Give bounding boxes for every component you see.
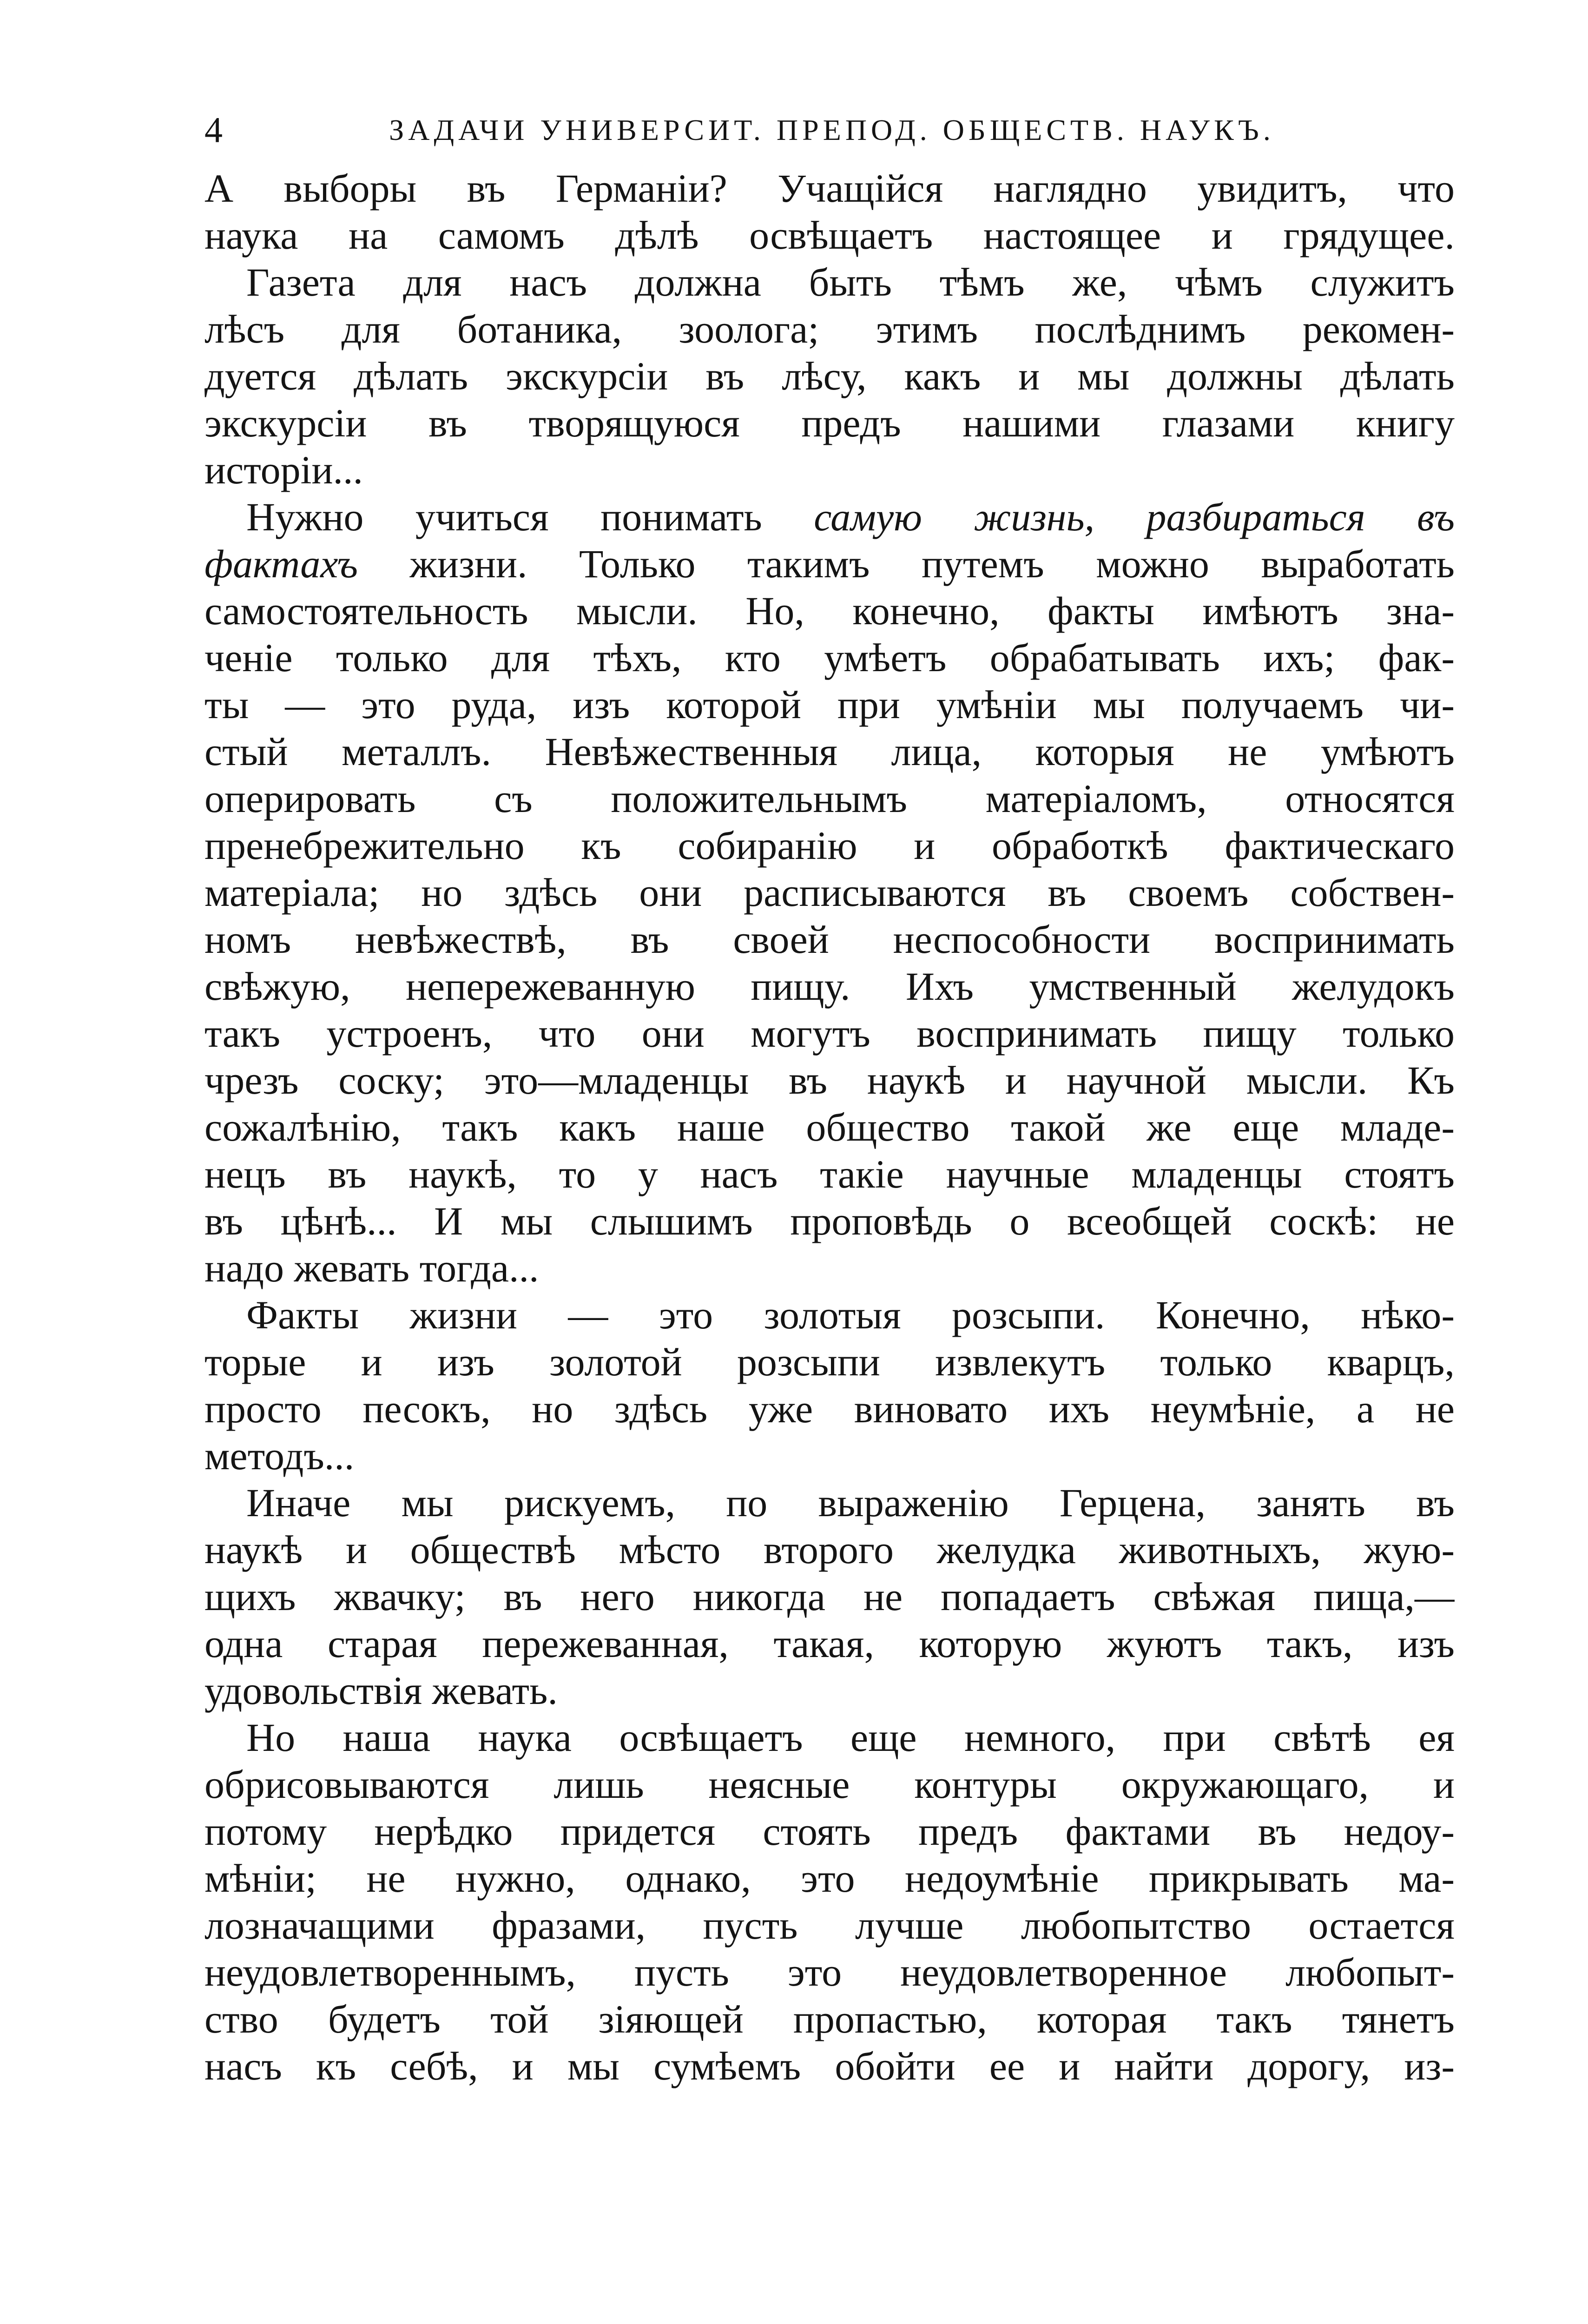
text-line: А выборы въ Германіи? Учащійся наглядно увидитъ, что <box>204 166 1455 211</box>
text-line: свѣжую, непережеванную пищу. Ихъ умственный желудокъ <box>204 964 1455 1009</box>
text-line: ство будетъ той зіяющей пропастью, которая такъ тянетъ <box>204 1997 1455 2041</box>
running-title: ЗАДАЧИ УНИВЕРСИТ. ПРЕПОД. ОБЩЕСТВ. НАУКЪ. <box>389 113 1275 146</box>
text-span: жизни. Только такимъ путемъ можно выработать <box>357 541 1455 586</box>
text-line: Иначе мы рискуемъ, по выраженію Герцена, занять въ <box>246 1480 1455 1525</box>
text-line: одна старая пережеванная, такая, которую жуютъ такъ, изъ <box>204 1621 1455 1666</box>
text-line: наукѣ и обществѣ мѣсто второго желудка животныхъ, жую- <box>204 1527 1455 1572</box>
page-header <box>204 109 1459 151</box>
text-line: нецъ въ наукѣ, то у насъ такіе научные младенцы стоятъ <box>204 1152 1455 1196</box>
text-line: номъ невѣжествѣ, въ своей неспособности воспринимать <box>204 917 1455 962</box>
page-number: 4 <box>204 110 223 150</box>
text-line <box>204 541 1455 588</box>
text-line: въ цѣнѣ... И мы слышимъ проповѣдь о всеобщей соскѣ: не <box>204 1199 1455 1243</box>
text-line: потому нерѣдко придется стоять предъ фактами въ недоу- <box>204 1809 1455 1854</box>
text-line: обрисовываются лишь неясные контуры окружающаго, и <box>204 1762 1455 1807</box>
text-line: самостоятельность мысли. Но, конечно, факты имѣютъ зна- <box>204 588 1455 633</box>
text-line: дуется дѣлать экскурсіи въ лѣсу, какъ и мы должны дѣлать <box>204 354 1455 398</box>
text-line: Факты жизни — это золотыя розсыпи. Конечно, нѣко- <box>246 1293 1455 1337</box>
text-line: удовольствія жевать. <box>204 1668 558 1713</box>
text-line: лозначащими фразами, пусть лучше любопытство остается <box>204 1903 1455 1948</box>
text-line: надо жевать тогда... <box>204 1246 539 1290</box>
text-line: матеріала; но здѣсь они расписываются въ своемъ собствен- <box>204 870 1455 915</box>
text-line: исторіи... <box>204 448 363 492</box>
body-text <box>204 165 1455 2090</box>
text-line <box>204 494 1455 541</box>
text-line: щихъ жвачку; въ него никогда не попадаетъ свѣжая пища,— <box>204 1574 1455 1619</box>
text-line: неудовлетвореннымъ, пусть это неудовлетворенное любопыт- <box>204 1950 1455 1994</box>
text-line: Но наша наука освѣщаетъ еще немного, при свѣтѣ ея <box>246 1715 1455 1760</box>
text-line: чрезъ соску; это—младенцы въ наукѣ и научной мысли. Къ <box>204 1058 1455 1103</box>
text-line: стый металлъ. Невѣжественныя лица, которыя не умѣютъ <box>204 729 1455 774</box>
text-line: оперировать съ положительнымъ матеріаломъ, относятся <box>204 776 1455 821</box>
text-line: Газета для насъ должна быть тѣмъ же, чѣмъ служитъ <box>246 260 1455 304</box>
text-line: лѣсъ для ботаника, зоолога; этимъ послѣднимъ рекомен- <box>204 307 1455 351</box>
text-line: насъ къ себѣ, и мы сумѣемъ обойти ее и найти дорогу, из- <box>204 2044 1455 2088</box>
text-line: мѣніи; не нужно, однако, это недоумѣніе прикрывать ма- <box>204 1856 1455 1901</box>
text-span: Нужно учиться понимать <box>246 495 814 539</box>
text-line: такъ устроенъ, что они могутъ воспринимать пищу только <box>204 1011 1455 1056</box>
italic-text: фактахъ <box>204 541 358 586</box>
text-line: методъ... <box>204 1433 355 1478</box>
text-line: пренебрежительно къ собиранію и обработкѣ фактическаго <box>204 823 1455 868</box>
text-line: сожалѣнію, такъ какъ наше общество такой же еще младе- <box>204 1105 1455 1149</box>
text-line: экскурсіи въ творящуюся предъ нашими глазами книгу <box>204 401 1455 445</box>
text-line: просто песокъ, но здѣсь уже виновато ихъ неумѣніе, а не <box>204 1386 1455 1431</box>
text-line: ты — это руда, изъ которой при умѣніи мы получаемъ чи- <box>204 682 1455 727</box>
italic-text: самую жизнь, разбираться въ <box>814 495 1455 539</box>
text-line: наука на самомъ дѣлѣ освѣщаетъ настоящее и грядущее. <box>204 213 1455 257</box>
text-line: ченіе только для тѣхъ, кто умѣетъ обрабатывать ихъ; фак- <box>204 635 1455 680</box>
text-line: торые и изъ золотой розсыпи извлекутъ только кварцъ, <box>204 1340 1455 1384</box>
